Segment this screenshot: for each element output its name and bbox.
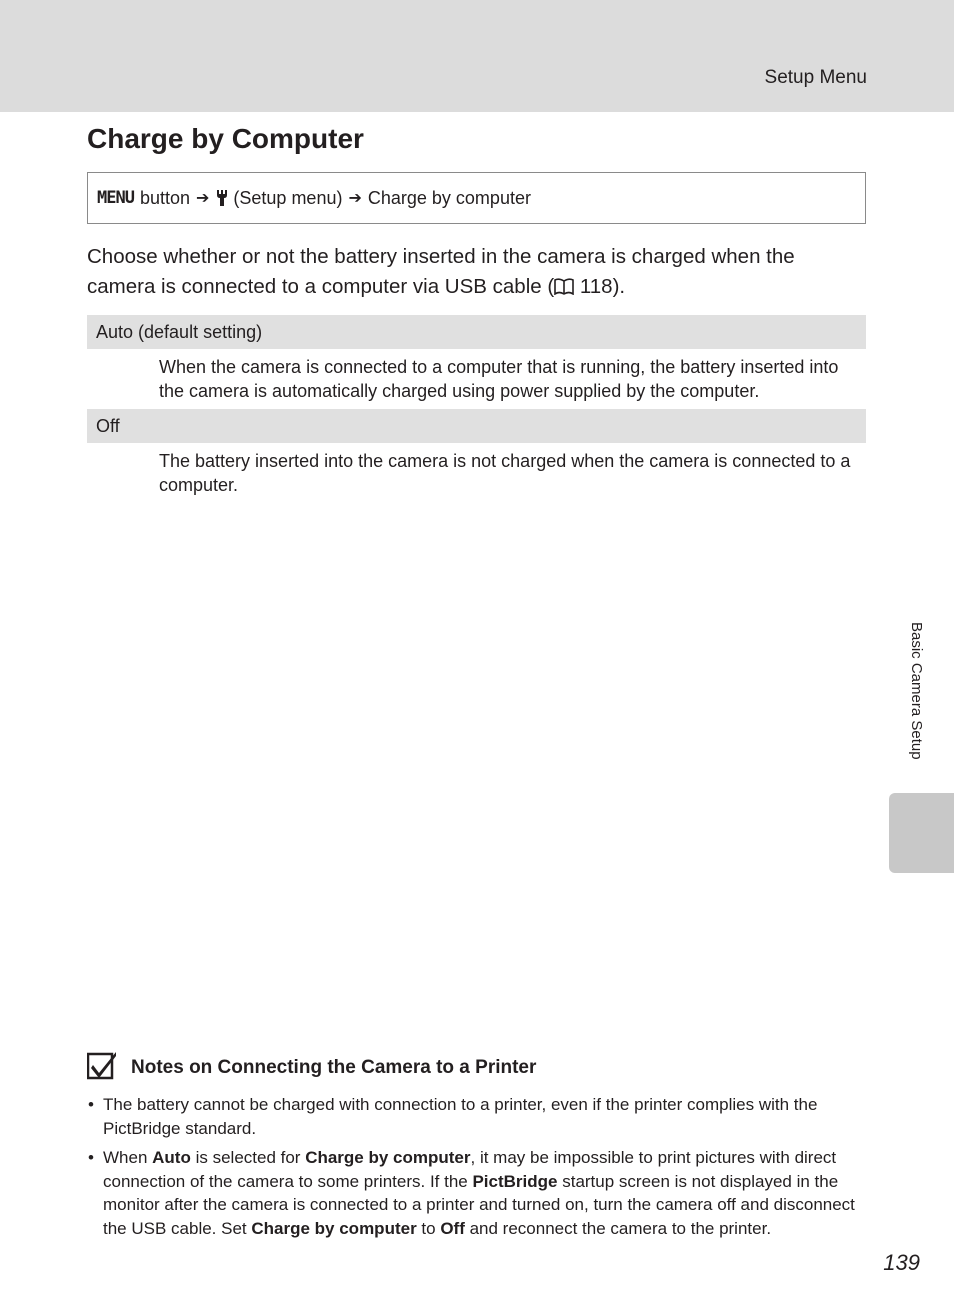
- intro-text: Choose whether or not the battery inserted in the camera is charged when the camera is connected to a computer via USB cable (: [87, 245, 795, 298]
- notes-list: [87, 1093, 867, 1246]
- note-text: , it may be impossible to print pictures with direct connection of the camera to some printers. If the: [103, 1148, 837, 1191]
- side-tab-marker: [889, 793, 954, 873]
- note-text: and reconnect the camera to the printer.: [464, 1218, 772, 1238]
- note-bold-text: Off: [440, 1218, 465, 1238]
- nav-setup-menu-label: (Setup menu): [233, 187, 343, 208]
- side-tab-label: Basic Camera Setup: [908, 622, 925, 760]
- book-reference-icon: [554, 278, 574, 295]
- wrench-icon: [215, 189, 229, 207]
- note-bold-text: Charge by computer: [305, 1148, 471, 1167]
- section-title: Setup Menu: [764, 67, 867, 88]
- nav-button-label: button: [139, 187, 190, 208]
- note-text: to: [416, 1218, 441, 1238]
- note-item: [87, 1146, 867, 1240]
- option-off-description: The battery inserted into the camera is not charged when the camera is connected to a computer.: [159, 451, 851, 495]
- intro-paragraph: [87, 242, 867, 302]
- note-bold-text: Auto: [152, 1148, 191, 1167]
- arrow-right-icon: ➔: [196, 190, 210, 207]
- menu-navigation-path: [87, 172, 866, 224]
- page-number: 139: [883, 1250, 920, 1275]
- page-title: Charge by Computer: [87, 123, 364, 154]
- note-bold-text: PictBridge: [472, 1171, 558, 1191]
- note-text: is selected for: [190, 1148, 306, 1167]
- note-item: • The battery cannot be charged with connection to a printer, even if the printer complies with the PictBridge standard.: [87, 1093, 867, 1140]
- intro-page-ref: 118: [579, 275, 613, 298]
- checkmark-note-icon: [87, 1051, 118, 1081]
- option-auto-description: When the camera is connected to a computer that is running, the battery inserted into the camera is automatically charged using power supplied by the computer.: [159, 357, 839, 401]
- intro-end: ).: [612, 275, 626, 298]
- option-auto-header: Auto (default setting): [87, 315, 866, 349]
- notes-title: Notes on Connecting the Camera to a Printer: [131, 1057, 537, 1078]
- option-off-header: Off: [87, 409, 866, 443]
- header-band: [0, 0, 954, 112]
- arrow-right-icon: ➔: [348, 190, 362, 207]
- menu-button-icon: MENU: [97, 188, 134, 208]
- nav-target-label: Charge by computer: [367, 187, 531, 208]
- note-text: startup screen is not displayed in the monitor after the camera is connected to a printer and turned on, turn the camera off and disconnect the USB cable. Set: [103, 1171, 855, 1238]
- note-text: When: [103, 1148, 153, 1167]
- note-bold-text: Charge by computer: [251, 1218, 417, 1238]
